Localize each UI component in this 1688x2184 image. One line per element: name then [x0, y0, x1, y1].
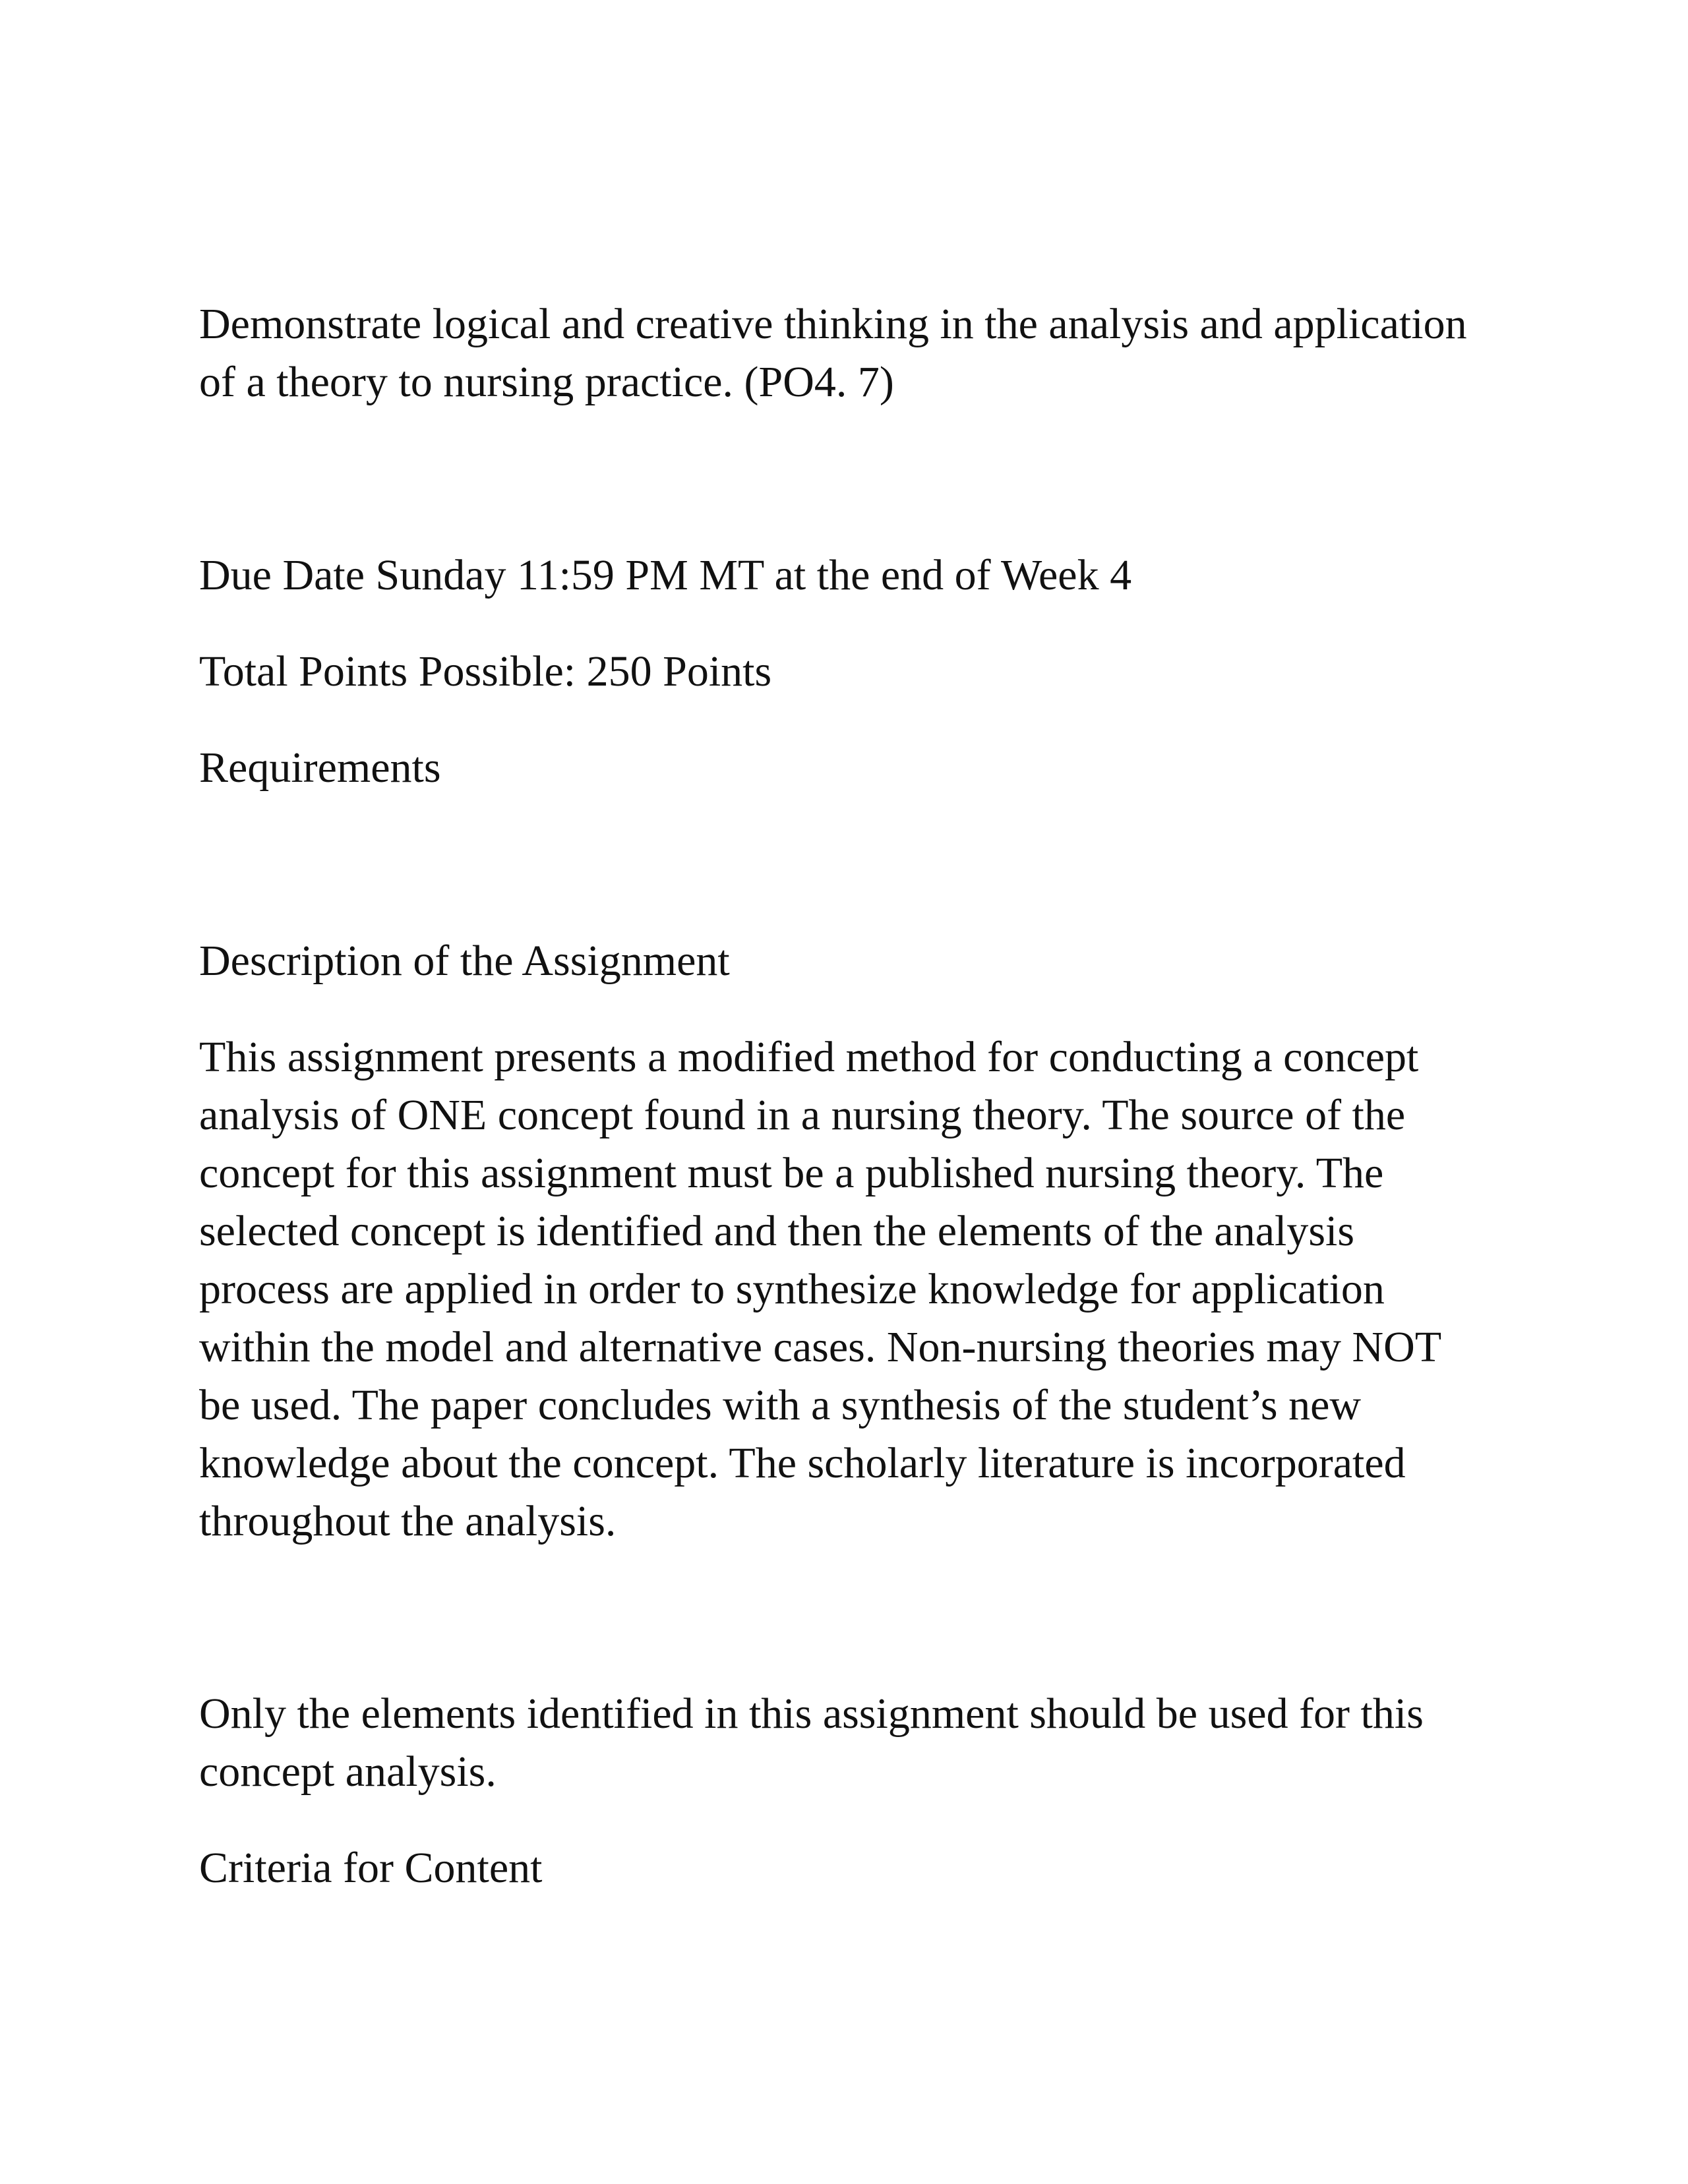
description-paragraph	[199, 1028, 1511, 1550]
requirements-heading	[199, 739, 1511, 797]
description-heading-line: Description of the Assignment	[199, 937, 730, 985]
description-line-8: knowledge about the concept. The scholarly literature is incorporated	[199, 1439, 1406, 1487]
elements-note-paragraph	[199, 1685, 1511, 1801]
description-line-5: process are applied in order to synthesize knowledge for application	[199, 1265, 1385, 1313]
description-line-1: This assignment presents a modified method for conducting a concept	[199, 1033, 1419, 1081]
description-line-2: analysis of ONE concept found in a nursing theory. The source of the	[199, 1091, 1406, 1139]
due-date-text	[199, 546, 1511, 605]
description-line-6: within the model and alternative cases. Non-nursing theories may NOT	[199, 1323, 1442, 1371]
due-date-line: Due Date Sunday 11:59 PM MT at the end of Week 4	[199, 551, 1132, 599]
description-line-7: be used. The paper concludes with a synthesis of the student’s new	[199, 1381, 1362, 1429]
description-line-4: selected concept is identified and then the elements of the analysis	[199, 1207, 1355, 1255]
elements-note-line-1: Only the elements identified in this assignment should be used for this	[199, 1690, 1424, 1738]
elements-note-line-2: concept analysis.	[199, 1748, 497, 1796]
criteria-heading-line: Criteria for Content	[199, 1844, 543, 1892]
description-heading	[199, 932, 1511, 990]
objective-line-1: Demonstrate logical and creative thinking in the analysis and application	[199, 300, 1467, 348]
total-points-line: Total Points Possible: 250 Points	[199, 647, 772, 695]
objective-paragraph	[199, 295, 1511, 411]
description-line-9: throughout the analysis.	[199, 1497, 617, 1545]
criteria-heading	[199, 1839, 1511, 1897]
description-line-3: concept for this assignment must be a published nursing theory. The	[199, 1149, 1384, 1197]
total-points-text	[199, 643, 1511, 701]
requirements-heading-line: Requirements	[199, 744, 441, 792]
objective-line-2: of a theory to nursing practice. (PO4. 7)	[199, 358, 894, 406]
